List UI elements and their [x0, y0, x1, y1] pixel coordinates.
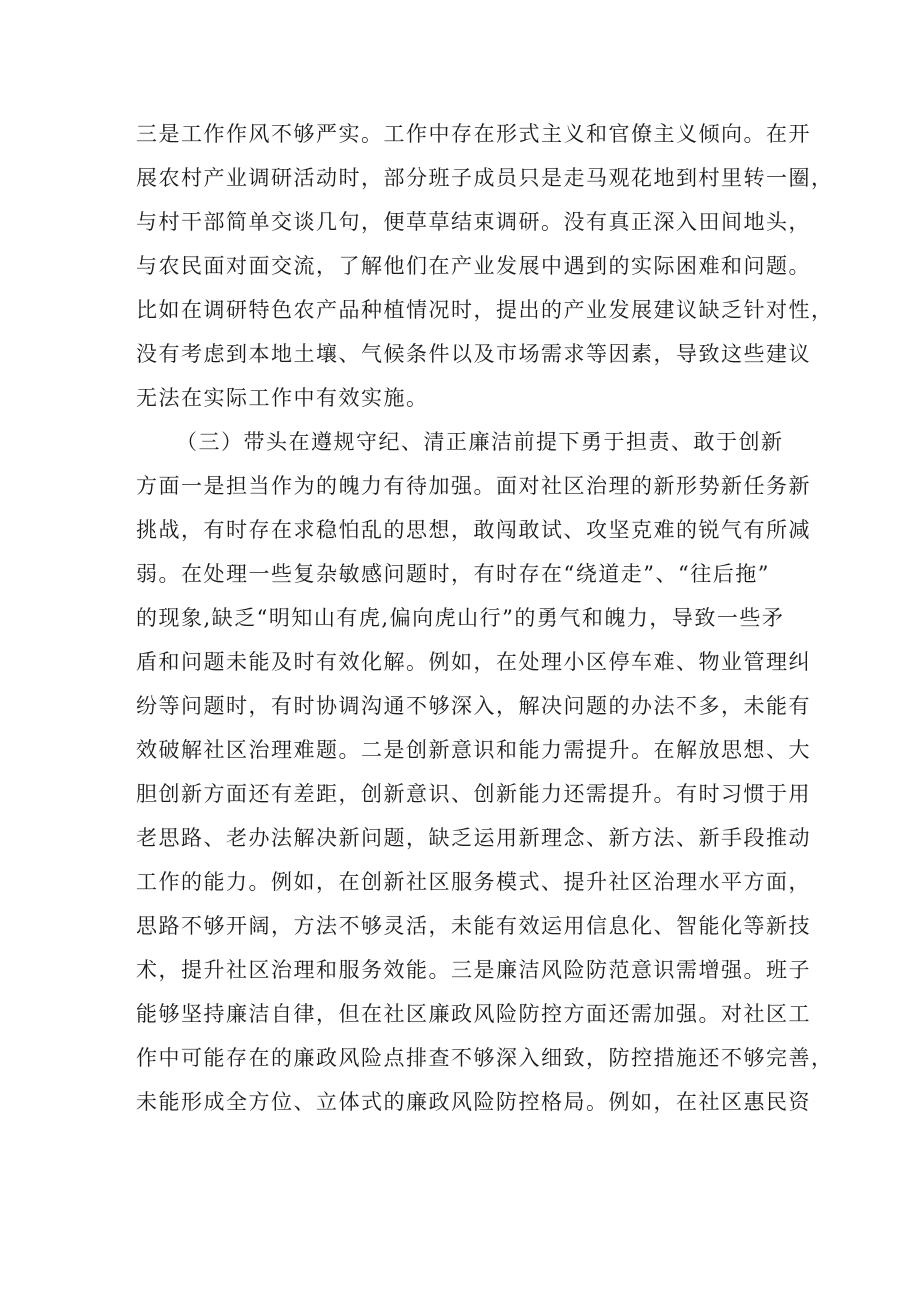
text-line: 弱。在处理一些复杂敏感问题时，有时存在“绕道走”、“往后拖”: [136, 562, 770, 586]
text-line: 胆创新方面还有差距，创新意识、创新能力还需提升。有时习惯于用: [136, 782, 811, 806]
text-line: 展农村产业调研活动时，部分班子成员只是走马观花地到村里转一圈，: [136, 166, 834, 190]
text-line: 没有考虑到本地土壤、气候条件以及市场需求等因素，导致这些建议: [136, 342, 811, 366]
text-line: 效破解社区治理难题。二是创新意识和能力需提升。在解放思想、大: [136, 738, 811, 762]
text-line: 能够坚持廉洁自律，但在社区廉政风险防控方面还需加强。对社区工: [136, 1002, 811, 1026]
text-line: 三是工作作风不够严实。工作中存在形式主义和官僚主义倾向。在开: [136, 122, 811, 146]
text-line: 方面一是担当作为的魄力有待加强。面对社区治理的新形势新任务新: [136, 474, 811, 498]
text-line: 与农民面对面交流，了解他们在产业发展中遇到的实际困难和问题。: [136, 254, 811, 278]
text-line: 作中可能存在的廉政风险点排查不够深入细致，防控措施还不够完善，: [136, 1046, 834, 1070]
text-line: 挑战，有时存在求稳怕乱的思想，敢闯敢试、攻坚克难的锐气有所减: [136, 518, 811, 542]
text-line: 老思路、老办法解决新问题，缺乏运用新理念、新方法、新手段推动: [136, 826, 811, 850]
text-line: 比如在调研特色农产品种植情况时，提出的产业发展建议缺乏针对性，: [136, 298, 834, 322]
text-line: 术，提升社区治理和服务效能。三是廉洁风险防范意识需增强。班子: [136, 958, 811, 982]
text-line: 盾和问题未能及时有效化解。例如，在处理小区停车难、物业管理纠: [136, 650, 811, 674]
text-line: 未能形成全方位、立体式的廉政风险防控格局。例如，在社区惠民资: [136, 1090, 811, 1114]
text-line: 纷等问题时，有时协调沟通不够深入，解决问题的办法不多，未能有: [136, 694, 811, 718]
text-line: 无法在实际工作中有效实施。: [136, 386, 429, 410]
text-line: 思路不够开阔，方法不够灵活，未能有效运用信息化、智能化等新技: [136, 914, 811, 938]
section-heading: （三）带头在遵规守纪、清正廉洁前提下勇于担责、敢于创新: [176, 430, 784, 454]
body-text: [136, 112, 834, 1124]
text-line: 工作的能力。例如，在创新社区服务模式、提升社区治理水平方面，: [136, 870, 811, 894]
text-line: 的现象,缺乏“明知山有虎,偏向虎山行”的勇气和魄力，导致一些矛: [136, 606, 785, 630]
text-line: 与村干部简单交谈几句，便草草结束调研。没有真正深入田间地头，: [136, 210, 811, 234]
